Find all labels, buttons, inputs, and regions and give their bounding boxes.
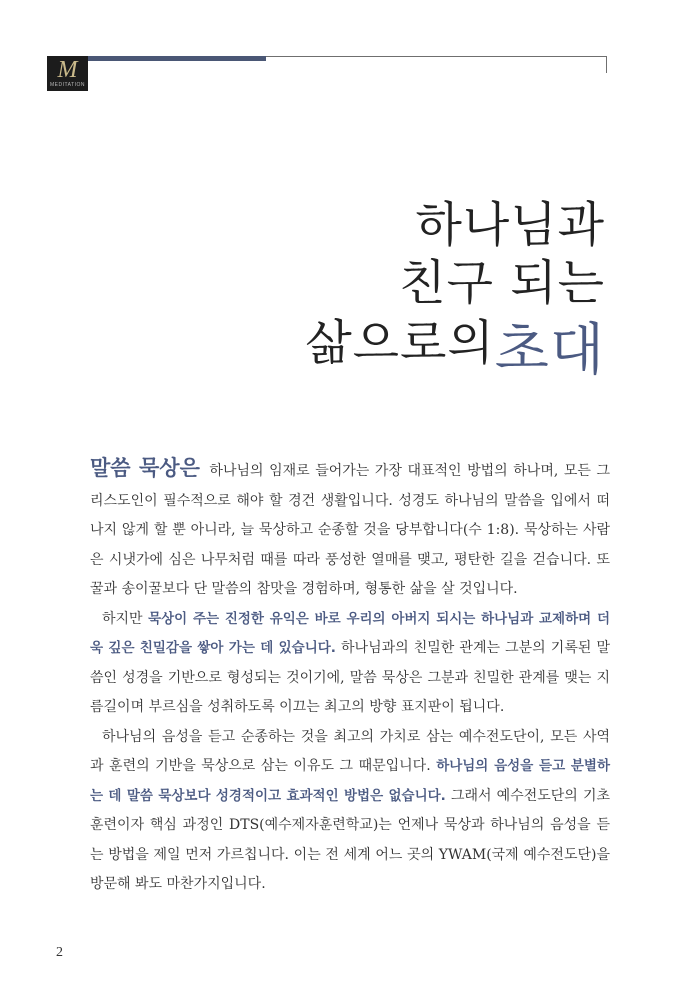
title-line-3-text: 삶으로의 [305,315,495,371]
paragraph-2-highlight: 묵상이 주는 진정한 유익은 바로 우리의 아버지 되시는 하나님과 교제하며 더욱 깊은 친밀감을 쌓아 가는 데 있습니다. [90,610,610,656]
paragraph-3-rest: 그래서 예수전도단의 기초 훈련이자 핵심 과정인 DTS(예수제자훈련학교)는 언제나 묵상과 하나님의 음성을 듣는 방법을 제일 먼저 가르칩니다. 이는 전 세계 어느 곳의 YWAM(국제 예수전도단)을 방문해 봐도 마찬가지입니다. [90,787,611,892]
title-accent: 초대 [494,318,605,383]
title-line-1: 하나님과 [415,197,605,253]
logo-text: MEDITATION [49,82,86,88]
paragraph-2 [90,605,610,723]
title-line-2: 친구 되는 [399,255,605,311]
header-rule-thin [266,56,607,57]
article-body [90,454,610,900]
paragraph-1 [90,454,610,605]
logo-mark: M [57,57,78,83]
page-title [305,196,605,383]
paragraph-3 [90,723,610,900]
page-number: 2 [56,945,63,960]
paragraph-1-text: 하나님의 임재로 들어가는 가장 대표적인 방법의 하나며, 모든 그리스도인이 필수적으로 해야 할 경건 생활입니다. 성경도 하나님의 말씀을 입에서 떠나지 않게 할 뿐 아니라, 늘 묵상하고 순종할 것을 당부합니다(수 1:8). 묵상하는 사람은 시냇가에 심은 나무처럼 때를 따라 풍성한 열매를 맺고, 평탄한 길을 걷습니다. 또 꿀과 송이꿀보다 단 말씀의 참맛을 경험하며, 형통한 삶을 살 것입니다. [90,463,610,597]
meditation-logo [47,56,88,91]
header-rule-bold [88,56,266,61]
paragraph-3-highlight: 하나님의 음성을 듣고 분별하는 데 말씀 묵상보다 성경적이고 효과적인 방법은 없습니다. [90,758,611,804]
paragraph-2-start: 하지만 [102,610,143,627]
paragraph-3-start: 하나님의 음성을 듣고 순종하는 것을 최고의 가치로 삼는 예수전도단이, 모든 사역과 훈련의 기반을 묵상으로 삼는 이유도 그 때문입니다. [90,728,610,774]
paragraph-2-rest: 하나님과의 친밀한 관계는 그분의 기록된 말씀인 성경을 기반으로 형성되는 것이기에, 말씀 묵상은 그분과 친밀한 관계를 맺는 지름길이며 부르심을 성취하도록 이끄는 최고의 방향 표지판이 됩니다. [90,640,610,715]
lead-phrase: 말씀 묵상은 [90,456,200,480]
title-line-3 [305,312,605,383]
header-rule-end [606,56,607,73]
